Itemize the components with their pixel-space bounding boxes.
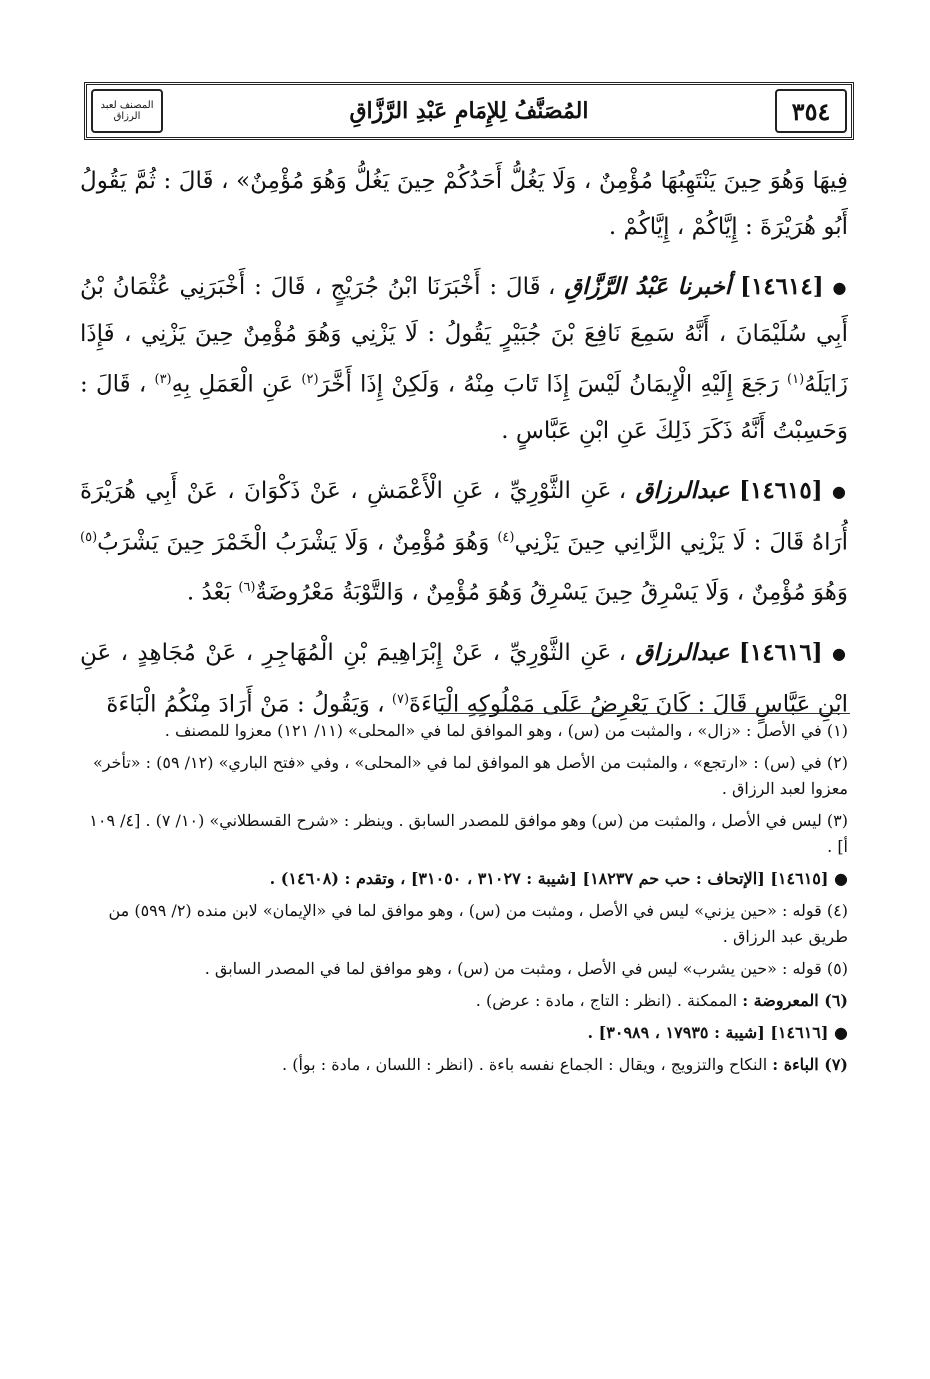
bullet-icon: ● <box>834 1023 848 1042</box>
bullet-icon: ● <box>832 278 849 297</box>
footnote-ref[interactable]: (٤) <box>497 529 515 545</box>
header-ornament-logo <box>91 89 163 133</box>
footnote-ref[interactable]: (٦) <box>238 580 256 596</box>
footnote-text: النكاح والتزويج ، ويقال : الجماع نفسه باءة . (انظر : اللسان ، مادة : بوأ) . <box>282 1055 768 1074</box>
footnote-ref[interactable]: (٥) <box>80 529 98 545</box>
book-title: المُصَنَّفُ لِلإِمَامِ عَبْدِ الرَّزَّاقِ <box>349 98 589 124</box>
footnote-divider <box>438 713 850 714</box>
hadith-14614 <box>80 264 848 454</box>
footnote-ref[interactable]: (٢) <box>301 372 319 387</box>
takhrij-14616 <box>80 1020 848 1046</box>
narrator: عبدالرزاق <box>635 476 730 504</box>
hadith-14615 <box>80 468 848 616</box>
footnote-3: (٣) ليس في الأصل ، والمثبت من (س) وهو موافق للمصدر السابق . وينظر : «شرح القسطلاني» (١٠/ ٧) . [٤/ ١٠٩ أ] . <box>89 811 848 856</box>
page-number: ٣٥٤ <box>791 96 831 126</box>
footnote-6 <box>80 988 848 1014</box>
footnote-4: (٤) قوله : «حين يزني» ليس في الأصل ، ومثبت من (س) ، وهو موافق لما في «الإيمان» لابن منده (٢/ ٥٩٩) من طريق عبد الرزاق . <box>108 901 848 946</box>
bullet-icon: ● <box>832 481 849 501</box>
hadith-text: رَجَعَ إِلَيْهِ الْإِيمَانُ لَيْسَ إِذَا تَابَ مِنْهُ ، وَلَكِنْ إِذَا أَخَّرَ <box>318 371 779 398</box>
main-text <box>80 158 848 742</box>
page-header <box>84 82 854 140</box>
hadith-number: [١٤٦١٦] <box>739 638 823 666</box>
hadith-number: [١٤٦١٥] <box>739 476 823 504</box>
hadith-text: عَنِ الْعَمَلِ بِهِ <box>171 371 294 398</box>
footnotes <box>80 718 848 1084</box>
hadith-text: ، عَنِ الثَّوْرِيِّ ، عَنِ الْأَعْمَشِ ، عَنْ ذَكْوَانَ ، عَنْ أَبِي هُرَيْرَةَ أُرَاهُ قَالَ : لَا يَزْنِي الزَّانِي حِينَ يَزْنِي <box>80 477 848 556</box>
ornament-text: المصنف لعبد الرزاق <box>100 100 154 122</box>
footnote-7 <box>80 1052 848 1078</box>
narrator: عبدالرزاق <box>635 638 730 666</box>
footnote-label: (٦) المعروضة : <box>742 991 848 1010</box>
takhrij-text: [١٤٦١٦] [شيبة : ١٧٩٣٥ ، ٣٠٩٨٩] . <box>587 1023 829 1042</box>
hadith-text: ، قَالَ : وَحَسِبْتُ أَنَّهُ ذَكَرَ ذَلِكَ عَنِ ابْنِ عَبَّاسٍ . <box>80 371 848 444</box>
page-number-frame <box>775 89 847 133</box>
footnote-ref[interactable]: (٧) <box>391 691 410 707</box>
hadith-number: [١٤٦١٤] <box>740 273 824 300</box>
hadith-text: وَهُوَ مُؤْمِنٌ ، وَلَا يَسْرِقُ حِينَ يَسْرِقُ وَهُوَ مُؤْمِنٌ ، وَالتَّوْبَةُ مَعْرُوضَةٌ <box>255 579 848 606</box>
footnote-2: (٢) في (س) : «ارتجع» ، والمثبت من الأصل هو الموافق لما في «المحلى» ، وفي «فتح الباري» (١٢/ ٥٩) : «تأخر» معزوا لعبد الرزاق . <box>92 753 848 798</box>
hadith-text: ، قَالَ : أَخْبَرَنَا ابْنُ جُرَيْجٍ ، قَالَ : أَخْبَرَنِي عُثْمَانُ بْنُ أَبِي سُلَيْمَانَ ، أَنَّهُ سَمِعَ نَافِعَ بْنَ جُبَيْرٍ يَقُولُ : لَا يَزْنِي وَهُوَ مُؤْمِنٌ حِينَ يَزْنِي ، فَإِذَا زَايَلَهُ <box>80 274 849 398</box>
paragraph-continuation: فِيهَا وَهُوَ حِينَ يَنْتَهِبُهَا مُؤْمِنٌ ، وَلَا يَغُلُّ أَحَدُكُمْ حِينَ يَغُلُّ وَهُوَ مُؤْمِنٌ» ، قَالَ : ثُمَّ يَقُولُ أَبُو هُرَيْرَةَ : إِيَّاكُمْ ، إِيَّاكُمْ . <box>80 168 848 240</box>
takhrij-text: [١٤٦١٥] [الإتحاف : حب حم ١٨٢٣٧] [شيبة : ٣١٠٢٧ ، ٣١٠٥٠] ، وتقدم : (١٤٦٠٨) . <box>269 869 829 888</box>
hadith-text: بَعْدُ . <box>186 579 232 606</box>
hadith-text: ، عَنِ الثَّوْرِيِّ ، عَنْ إِبْرَاهِيمَ بْنِ الْمُهَاجِرِ ، عَنْ مُجَاهِدٍ ، عَنِ ابْنِ عَبَّاسٍ قَالَ : كَانَ يَعْرِضُ عَلَى مَمْلُوكِهِ الْبَاءَةَ <box>80 639 848 718</box>
hadith-text: وَهُوَ مُؤْمِنٌ ، وَلَا يَشْرَبُ الْخَمْرَ حِينَ يَشْرَبُ <box>97 529 490 556</box>
footnote-ref[interactable]: (١) <box>787 372 805 387</box>
footnote-ref[interactable]: (٣) <box>154 372 172 387</box>
narrator: أخبرنا عَبْدُ الرَّزَّاقِ <box>564 273 732 300</box>
footnote-1: (١) في الأصل : «زال» ، والمثبت من (س) ، وهو الموافق لما في «المحلى» (١١/ ١٢١) معزوا للمصنف . <box>164 721 848 740</box>
hadith-text: ، وَيَقُولُ : مَنْ أَرَادَ مِنْكُمُ الْبَاءَةَ <box>106 691 385 718</box>
footnote-text: الممكنة . (انظر : التاج ، مادة : عرض) . <box>475 991 738 1010</box>
takhrij-14615 <box>80 866 848 892</box>
bullet-icon: ● <box>831 643 848 663</box>
footnote-5: (٥) قوله : «حين يشرب» ليس في الأصل ، ومثبت من (س) ، وهو موافق لما في المصدر السابق . <box>204 959 848 978</box>
bullet-icon: ● <box>834 869 848 888</box>
footnote-label: (٧) الباءة : <box>772 1055 848 1074</box>
